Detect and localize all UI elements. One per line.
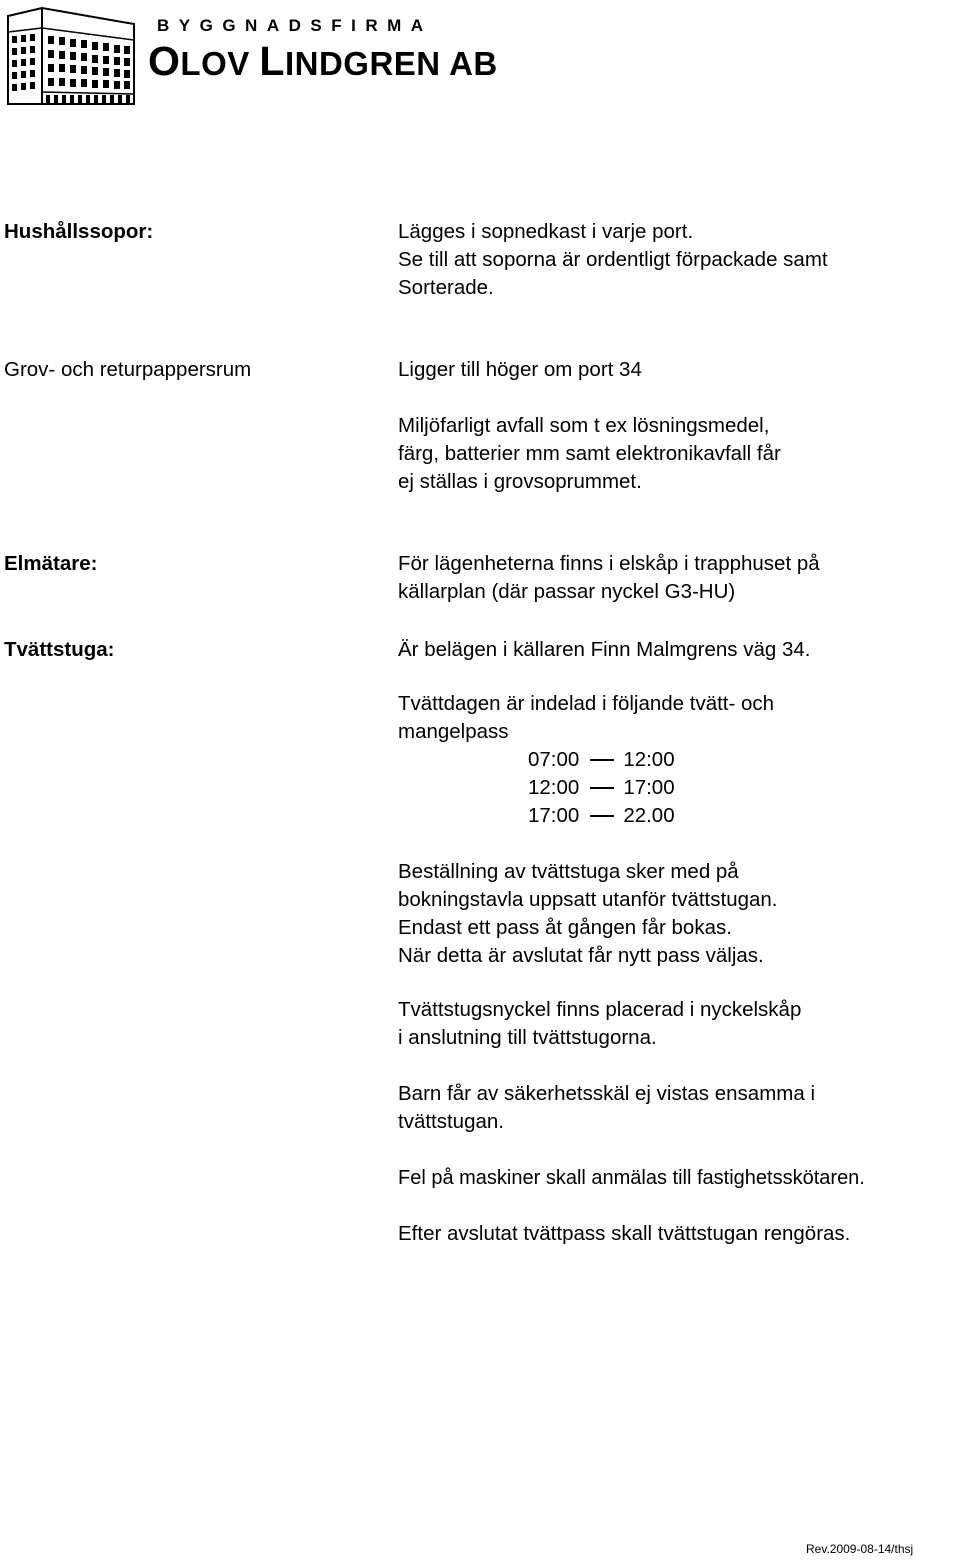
dash-icon (590, 759, 614, 761)
tvatt-intro-line-1: Tvättdagen är indelad i följande tvätt- och (398, 692, 775, 715)
pass-from: 12:00 (528, 776, 580, 799)
hushall-line-2: Se till att soporna är ordentligt förpackade samt (398, 248, 828, 271)
building-illustration-icon (2, 2, 138, 107)
booking-line-3: Endast ett pass åt gången får bokas. (398, 916, 732, 939)
label-grovrum: Grov- och returpappersrum (4, 358, 252, 381)
dash-icon (590, 787, 614, 789)
pass-row-1 (528, 746, 675, 774)
tvatt-location: Är belägen i källaren Finn Malmgrens väg 34. (398, 638, 811, 661)
dash-icon (590, 815, 614, 817)
logo-line-byggnadsfirma: BYGGNADSFIRMA (157, 16, 433, 35)
cleaning-line: Efter avslutat tvättpass skall tvättstugan rengöras. (398, 1222, 851, 1245)
grov-location: Ligger till höger om port 34 (398, 358, 642, 381)
el-line-2: källarplan (där passar nyckel G3-HU) (398, 580, 736, 603)
grov-line-1: Miljöfarligt avfall som t ex lösningsmedel, (398, 414, 770, 437)
label-tvattstuga: Tvättstuga: (4, 638, 115, 661)
logo-text-lov: LOV (180, 45, 260, 82)
children-line-2: tvättstugan. (398, 1110, 504, 1133)
pass-row-2 (528, 774, 675, 802)
children-line-1: Barn får av säkerhetsskäl ej vistas ensamma i (398, 1082, 815, 1105)
pass-to: 12:00 (623, 748, 675, 771)
key-line-2: i anslutning till tvättstugorna. (398, 1026, 657, 1049)
revision-note: Rev.2009-08-14/thsj (806, 1542, 914, 1556)
faults-line: Fel på maskiner skall anmälas till fastighetsskötaren. (398, 1167, 865, 1189)
pass-from: 07:00 (528, 748, 580, 771)
key-line-1: Tvättstugsnyckel finns placerad i nyckelskåp (398, 998, 802, 1021)
hushall-line-3: Sorterade. (398, 276, 494, 299)
pass-row-3 (528, 802, 675, 830)
el-line-1: För lägenheterna finns i elskåp i trapphuset på (398, 552, 820, 575)
booking-line-4: När detta är avslutat får nytt pass väljas. (398, 944, 764, 967)
hushall-line-1: Lägges i sopnedkast i varje port. (398, 220, 694, 243)
logo-text-indgren: INDGREN AB (284, 45, 498, 82)
company-logo (0, 0, 498, 112)
booking-line-2: bokningstavla uppsatt utanför tvättstugan. (398, 888, 778, 911)
logo-initial-l: L (259, 38, 285, 84)
logo-line-company-name (148, 38, 498, 85)
tvatt-intro-line-2: mangelpass (398, 720, 509, 743)
booking-line-1: Beställning av tvättstuga sker med på (398, 860, 739, 883)
label-elmatare: Elmätare: (4, 552, 98, 575)
grov-line-2: färg, batterier mm samt elektronikavfall får (398, 442, 781, 465)
label-hushallssopor: Hushållssopor: (4, 220, 154, 243)
grov-line-3: ej ställas i grovsoprummet. (398, 470, 642, 493)
pass-from: 17:00 (528, 804, 580, 827)
pass-to: 22.00 (623, 804, 675, 827)
logo-initial-o: O (148, 38, 181, 84)
pass-to: 17:00 (623, 776, 675, 799)
